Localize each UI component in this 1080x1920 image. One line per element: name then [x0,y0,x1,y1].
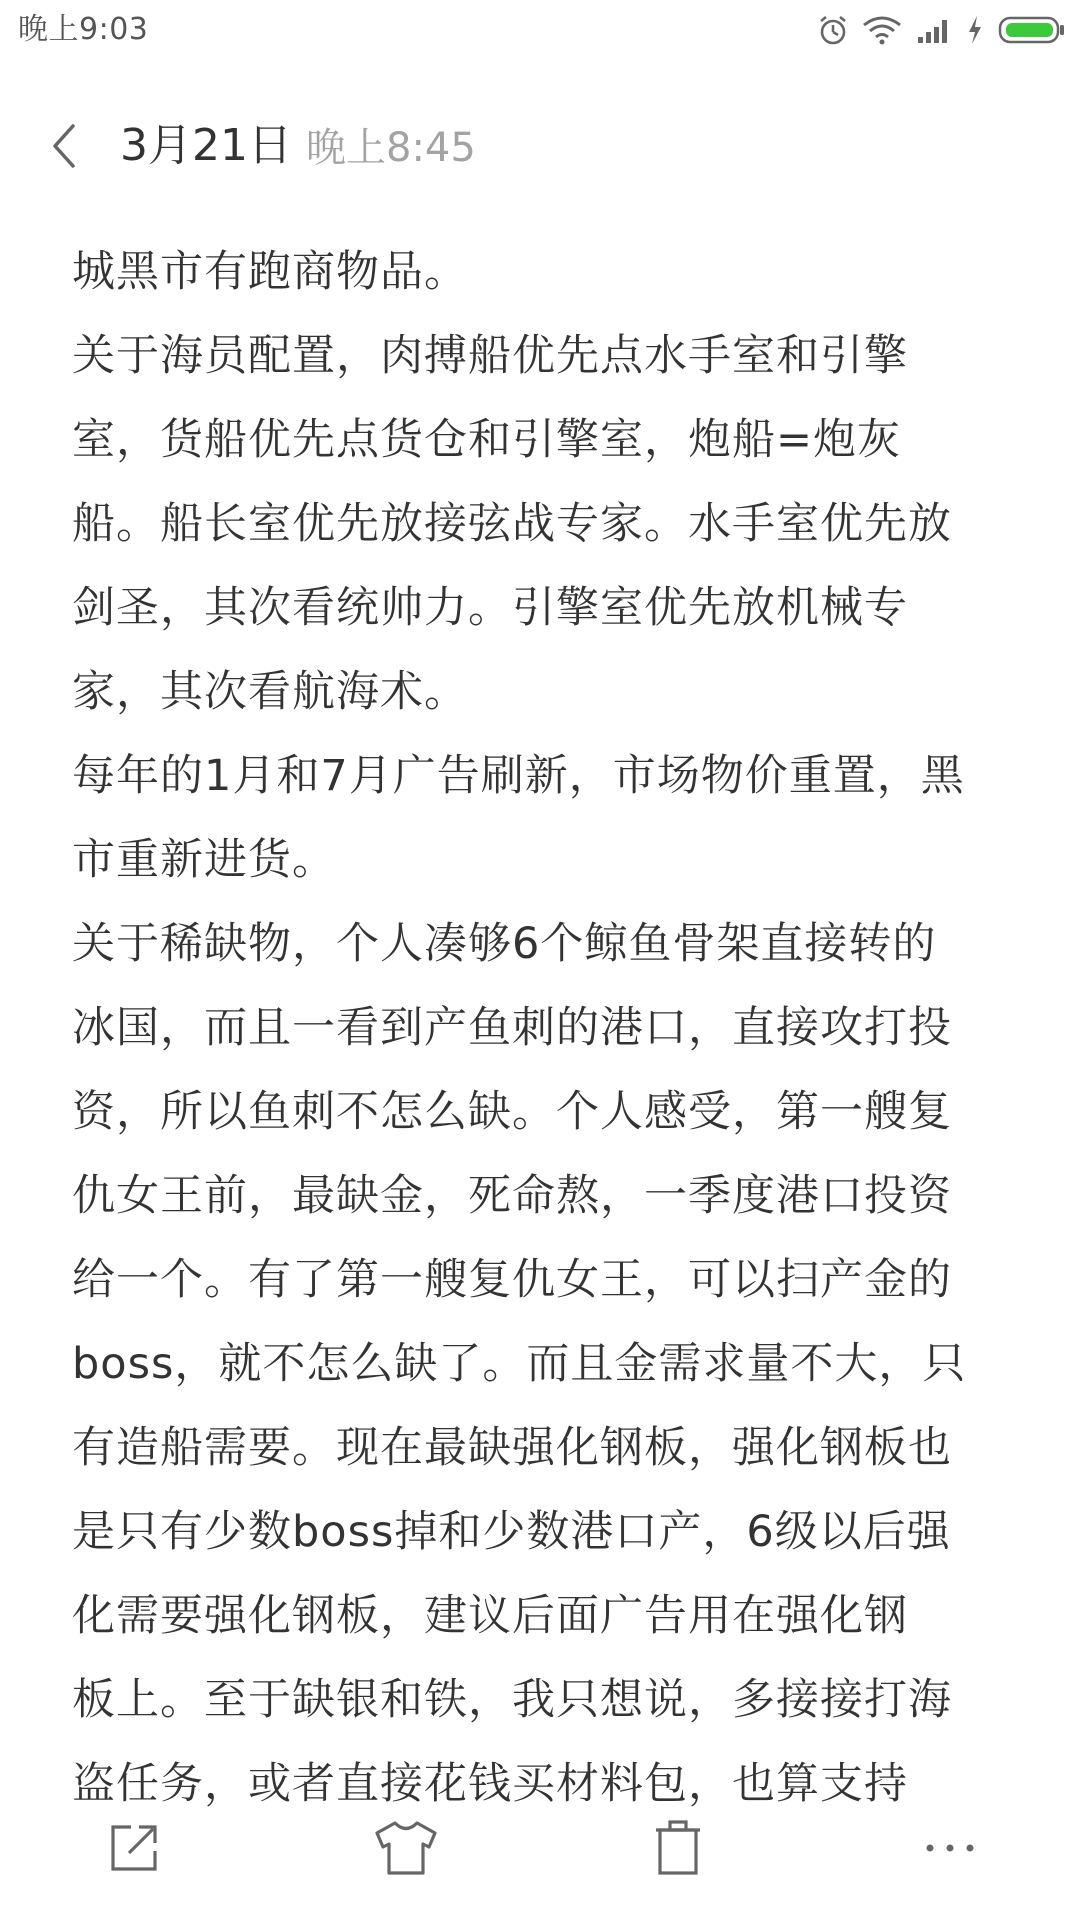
note-line: 仇女王前，最缺金，死命熬，一季度港口投资 [72,1171,952,1221]
status-bar [0,0,1080,60]
share-icon [107,1821,161,1875]
note-line: 盗任务，或者直接花钱买材料包，也算支持 [72,1759,908,1809]
delete-icon [652,1820,704,1876]
note-line: 船。船长室优先放接弦战专家。水手室优先放 [72,499,952,549]
battery-icon [998,15,1066,45]
charging-icon [966,15,984,45]
note-line: boss，就不怎么缺了。而且金需求量不大，只 [72,1339,967,1389]
note-line: 资，所以鱼刺不怎么缺。个人感受，第一艘复 [72,1087,952,1137]
note-line: 室，货船优先点货仓和引擎室，炮船=炮灰 [72,415,902,465]
note-line: 城黑市有跑商物品。 [72,247,468,297]
bottom-toolbar [0,1790,1080,1920]
share-button[interactable] [94,1808,174,1888]
back-button[interactable] [36,118,92,174]
more-button[interactable] [910,1808,990,1888]
note-line: 关于海员配置，肉搏船优先点水手室和引擎 [72,331,908,381]
wifi-icon [862,15,902,45]
theme-button[interactable] [366,1808,446,1888]
note-date: 3月21日 [120,120,292,171]
note-line: 家，其次看航海术。 [72,667,468,717]
alarm-icon [818,14,848,46]
note-line: 剑圣，其次看统帅力。引擎室优先放机械专 [72,583,908,633]
status-icons [818,12,1066,48]
delete-button[interactable] [638,1808,718,1888]
signal-icon [916,15,952,45]
theme-shirt-icon [373,1820,439,1876]
note-line: 每年的1月和7月广告刷新，市场物价重置，黑 [72,751,965,801]
note-body[interactable] [72,230,1022,1809]
note-line: 给一个。有了第一艘复仇女王，可以扫产金的 [72,1255,952,1305]
note-time: 晚上8:45 [306,125,476,171]
back-icon [49,122,79,170]
note-line: 是只有少数boss掉和少数港口产，6级以后强 [72,1507,951,1557]
note-line: 板上。至于缺银和铁，我只想说，多接接打海 [72,1675,952,1725]
note-line: 冰国，而且一看到产鱼刺的港口，直接攻打投 [72,1003,952,1053]
note-line: 有造船需要。现在最缺强化钢板，强化钢板也 [72,1423,952,1473]
status-time: 晚上9:03 [18,12,149,47]
note-line: 市重新进货。 [72,835,336,885]
more-icon [924,1842,976,1854]
note-header [0,96,1080,196]
note-line: 化需要强化钢板，建议后面广告用在强化钢 [72,1591,908,1641]
note-line: 关于稀缺物，个人凑够6个鲸鱼骨架直接转的 [72,919,937,969]
